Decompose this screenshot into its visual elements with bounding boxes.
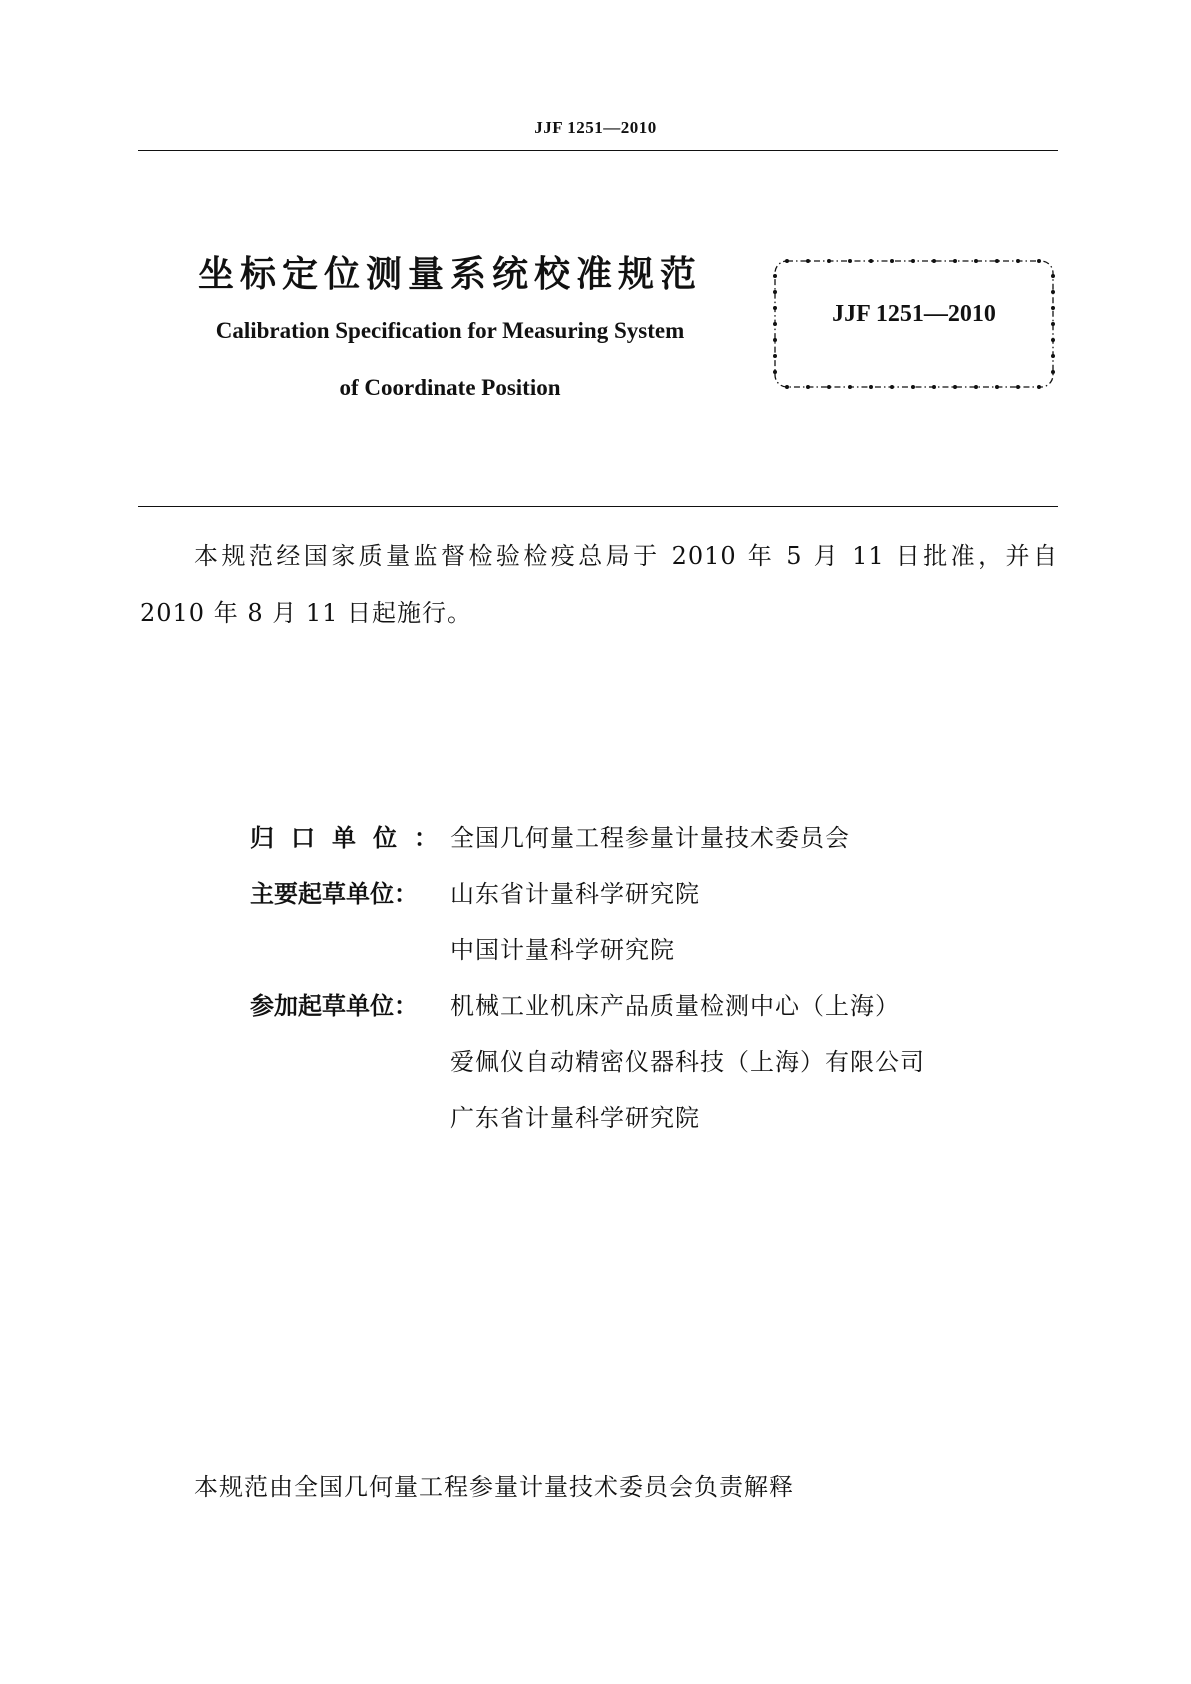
standard-code-box-label: JJF 1251—2010 bbox=[832, 301, 996, 327]
participating-drafting-unit-label: 参加起草单位： bbox=[250, 992, 418, 1020]
section-rule bbox=[138, 506, 1058, 507]
header-rule bbox=[138, 150, 1058, 151]
participating-drafting-unit-value-2: 爱佩仪自动精密仪器科技（上海）有限公司 bbox=[450, 1048, 925, 1076]
interpretation-note: 本规范由全国几何量工程参量计量技术委员会负责解释 bbox=[194, 1473, 794, 1501]
responsible-unit-label: 归口单位： bbox=[250, 824, 455, 852]
participating-drafting-unit-value-3: 广东省计量科学研究院 bbox=[450, 1104, 700, 1132]
main-drafting-unit-value-1: 山东省计量科学研究院 bbox=[450, 880, 700, 908]
responsible-unit-value: 全国几何量工程参量计量技术委员会 bbox=[450, 824, 850, 852]
standard-code-box bbox=[772, 258, 1056, 390]
participating-drafting-unit-value-1: 机械工业机床产品质量检测中心（上海） bbox=[450, 992, 900, 1020]
main-drafting-unit-value-2: 中国计量科学研究院 bbox=[450, 936, 675, 964]
title-chinese: 坐标定位测量系统校准规范 bbox=[197, 254, 702, 295]
approval-statement: 本规范经国家质量监督检验检疫总局于 2010 年 5 月 11 日批准，并自 2010 年 8 月 11 日起施行。 bbox=[140, 542, 1058, 627]
title-english-line-1: Calibration Specification for Measuring System bbox=[215, 318, 685, 343]
title-english-line-2: of Coordinate Position bbox=[339, 375, 561, 400]
header-standard-code: JJF 1251—2010 bbox=[534, 118, 657, 137]
main-drafting-unit-label: 主要起草单位： bbox=[250, 880, 418, 908]
